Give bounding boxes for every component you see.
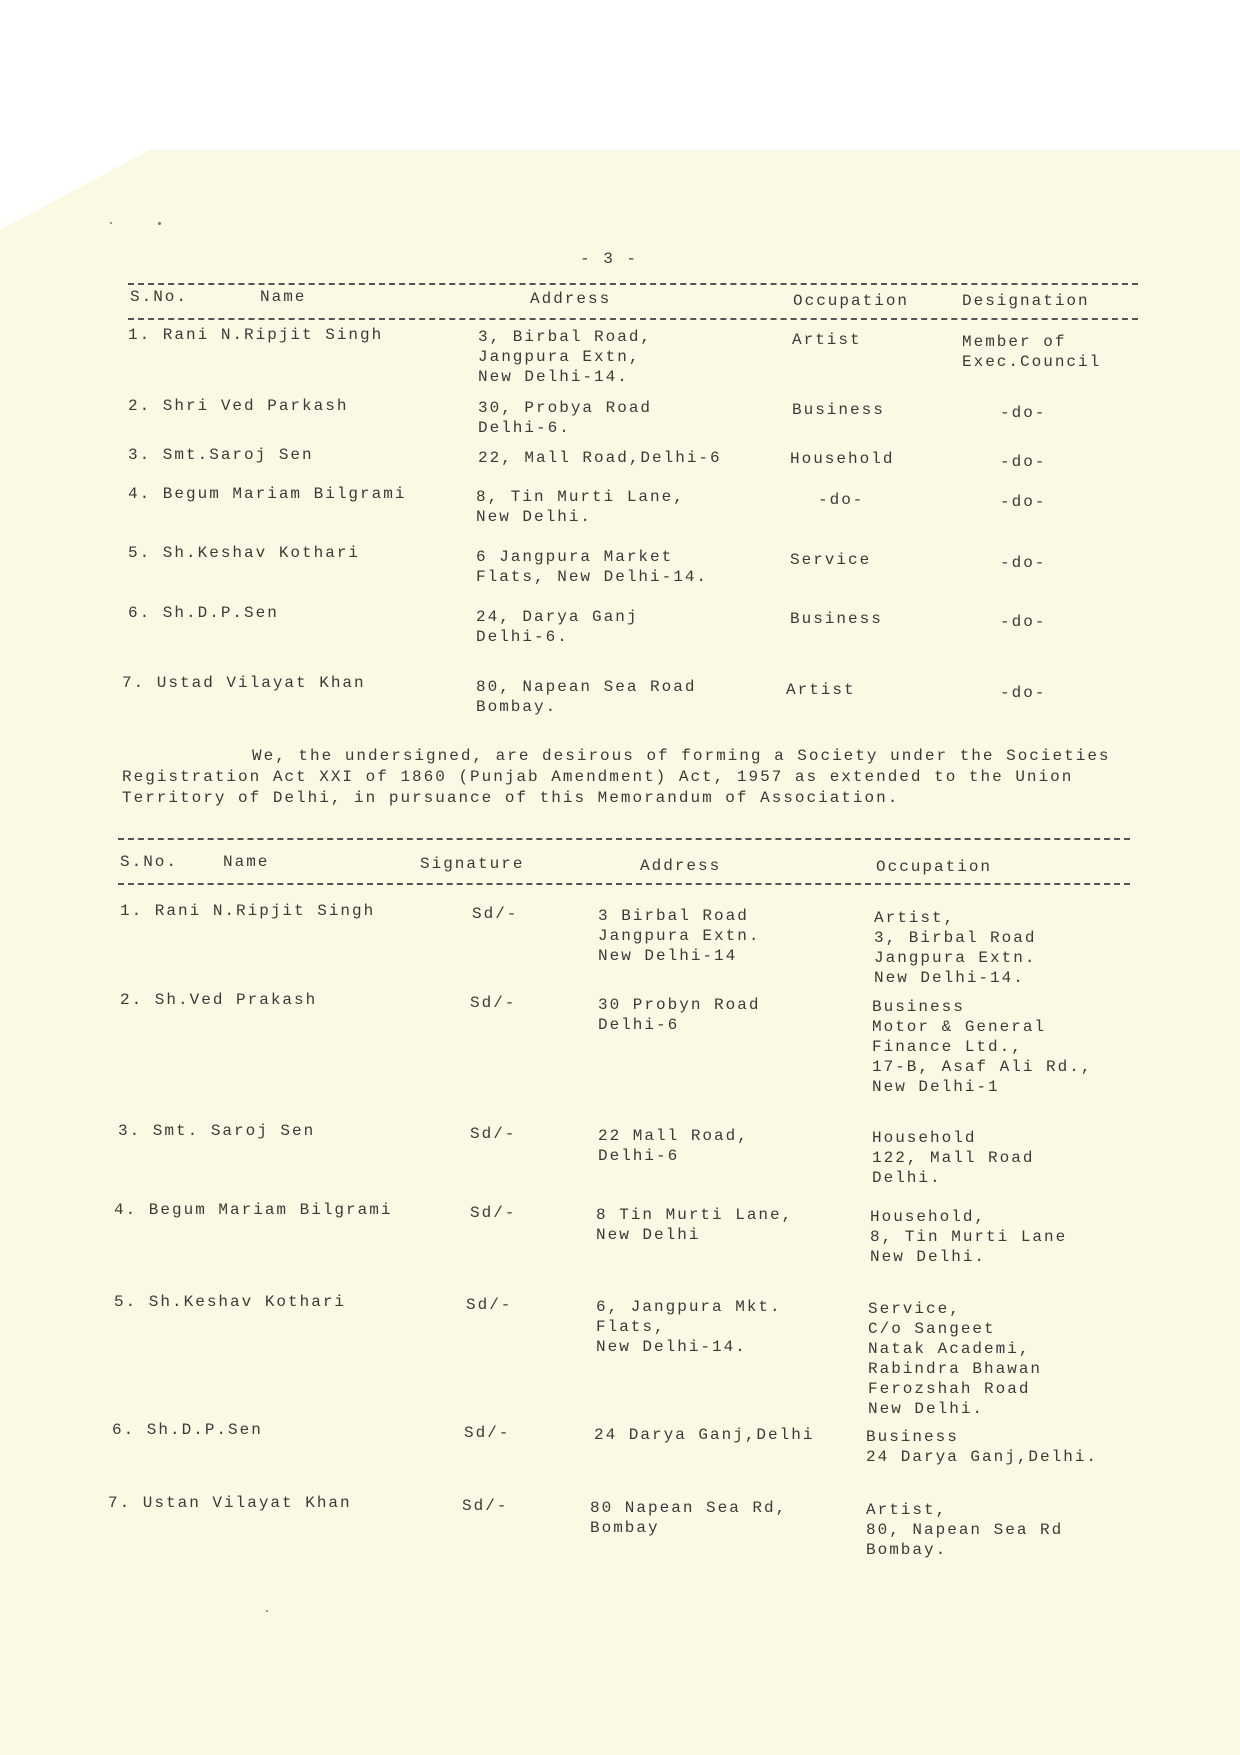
table1-address: 80, Napean Sea Road Bombay. (476, 678, 697, 716)
table1-occupation: Business (792, 401, 885, 419)
folded-corner (0, 150, 150, 230)
table2-signature: Sd/- (466, 1296, 513, 1314)
table2-occupation: Household 122, Mall Road Delhi. (872, 1129, 1035, 1187)
table1-address: 22, Mall Road,Delhi-6 (478, 449, 722, 467)
table1-top-rule (128, 283, 1138, 285)
table1-name: 4. Begum Mariam Bilgrami (128, 485, 407, 503)
table2-occupation: Service, C/o Sangeet Natak Academi, Rabindra Bhawan Ferozshah Road New Delhi. (868, 1300, 1043, 1418)
table1-header-address: Address (530, 290, 612, 308)
table1-name: 7. Ustad Vilayat Khan (122, 674, 366, 692)
table2-occupation: Household, 8, Tin Murti Lane New Delhi. (870, 1208, 1068, 1266)
table1-designation: -do- (1000, 684, 1047, 702)
table1-header-rule (128, 318, 1138, 320)
table1-address: 3, Birbal Road, Jangpura Extn, New Delhi-14. (478, 328, 653, 386)
table2-address: 22 Mall Road, Delhi-6 (598, 1127, 749, 1165)
table2-header-rule (118, 883, 1130, 885)
table2-signature: Sd/- (470, 994, 517, 1012)
table2-name: 1. Rani N.Ripjit Singh (120, 902, 376, 920)
table2-address: 3 Birbal Road Jangpura Extn. New Delhi-14 (598, 907, 761, 965)
table1-header-occupation: Occupation (793, 292, 910, 310)
table2-header-sno: S.No. (120, 853, 179, 871)
table2-header-occupation: Occupation (876, 858, 993, 876)
table2-address: 30 Probyn Road Delhi-6 (598, 996, 761, 1034)
table2-name: 2. Sh.Ved Prakash (120, 991, 318, 1009)
table2-occupation: Artist, 80, Napean Sea Rd Bombay. (866, 1501, 1064, 1559)
table1-designation: -do- (1000, 453, 1047, 471)
ink-speck (110, 222, 112, 224)
ink-speck (266, 1610, 268, 1612)
table1-name: 1. Rani N.Ripjit Singh (128, 326, 384, 344)
declaration-paragraph: We, the undersigned, are desirous of forming a Society under the Societies Registration Act XXI of 1860 (Punjab Amendment) Act, 1957 as extended to the Union Territory of Delhi, in pursuance of this Memorandum of Association. (122, 747, 1111, 807)
table2-address: 6, Jangpura Mkt. Flats, New Delhi-14. (596, 1298, 782, 1356)
table2-name: 3. Smt. Saroj Sen (118, 1122, 316, 1140)
table2-address: 24 Darya Ganj,Delhi (594, 1426, 815, 1444)
table2-occupation: Business Motor & General Finance Ltd., 17-B, Asaf Ali Rd., New Delhi-1 (872, 998, 1093, 1096)
table1-header-sno: S.No. (130, 288, 189, 306)
table1-address: 6 Jangpura Market Flats, New Delhi-14. (476, 548, 709, 586)
table2-header-signature: Signature (420, 855, 525, 873)
table1-occupation: -do- (818, 491, 865, 509)
page-number: - 3 - (580, 250, 639, 268)
table2-address: 8 Tin Murti Lane, New Delhi (596, 1206, 794, 1244)
table1-designation: Member of Exec.Council (962, 333, 1102, 371)
table1-designation: -do- (1000, 554, 1047, 572)
table2-address: 80 Napean Sea Rd, Bombay (590, 1499, 788, 1537)
table2-signature: Sd/- (470, 1125, 517, 1143)
table1-occupation: Artist (786, 681, 856, 699)
table2-signature: Sd/- (472, 905, 519, 923)
table2-signature: Sd/- (470, 1204, 517, 1222)
table2-signature: Sd/- (462, 1497, 509, 1515)
table2-name: 6. Sh.D.P.Sen (112, 1421, 263, 1439)
table1-occupation: Service (790, 551, 872, 569)
table1-address: 30, Probya Road Delhi-6. (478, 399, 653, 437)
table1-name: 3. Smt.Saroj Sen (128, 446, 314, 464)
table1-address: 24, Darya Ganj Delhi-6. (476, 608, 639, 646)
ink-speck (158, 222, 161, 225)
table2-occupation: Business 24 Darya Ganj,Delhi. (866, 1428, 1099, 1466)
table1-occupation: Artist (792, 331, 862, 349)
table2-name: 5. Sh.Keshav Kothari (114, 1293, 347, 1311)
table1-name: 5. Sh.Keshav Kothari (128, 544, 361, 562)
table1-address: 8, Tin Murti Lane, New Delhi. (476, 488, 685, 526)
table2-top-rule (118, 838, 1130, 840)
table1-header-name: Name (260, 288, 307, 306)
table1-designation: -do- (1000, 404, 1047, 422)
table2-header-address: Address (640, 857, 722, 875)
table1-name: 2. Shri Ved Parkash (128, 397, 349, 415)
table2-name: 7. Ustan Vilayat Khan (108, 1494, 352, 1512)
table2-signature: Sd/- (464, 1424, 511, 1442)
table1-name: 6. Sh.D.P.Sen (128, 604, 279, 622)
table2-name: 4. Begum Mariam Bilgrami (114, 1201, 393, 1219)
table2-header-name: Name (223, 853, 270, 871)
table1-header-designation: Designation (962, 292, 1090, 310)
table1-designation: -do- (1000, 493, 1047, 511)
table1-occupation: Business (790, 610, 883, 628)
table2-occupation: Artist, 3, Birbal Road Jangpura Extn. New Delhi-14. (874, 909, 1037, 987)
table1-designation: -do- (1000, 613, 1047, 631)
table1-occupation: Household (790, 450, 895, 468)
